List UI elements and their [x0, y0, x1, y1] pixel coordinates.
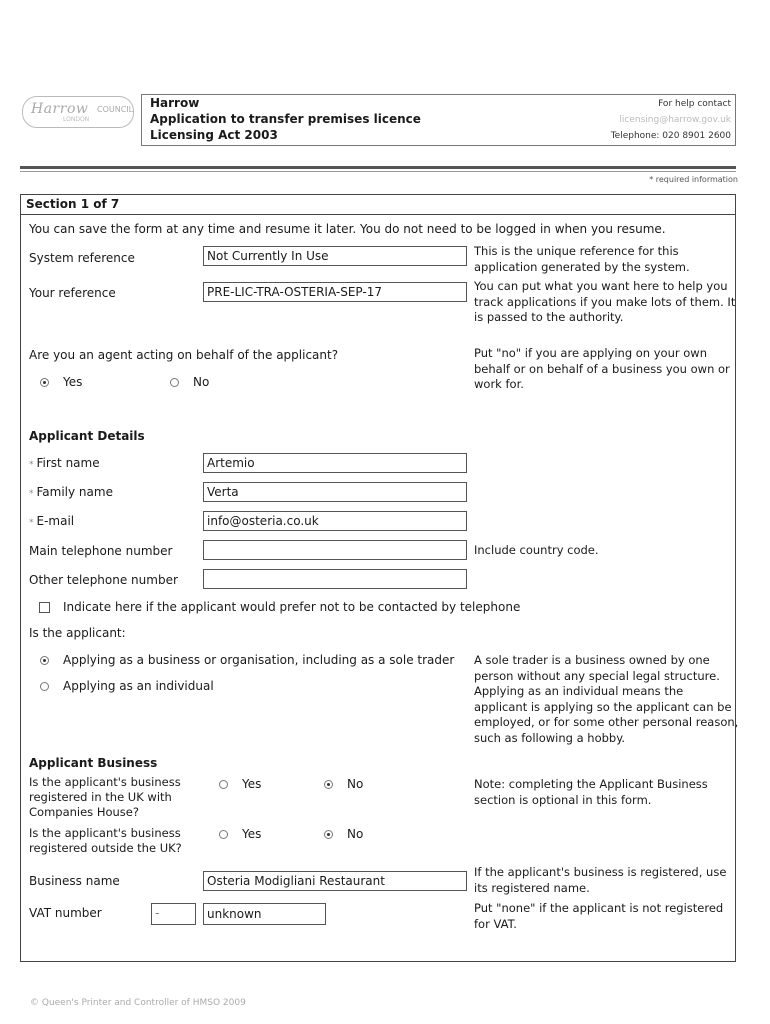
outside-registered-label: Is the applicant's business registered outside the UK?: [29, 826, 182, 855]
applicant-individual-label: Applying as an individual: [63, 679, 214, 693]
vat-help: Put "none" if the applicant is not registered for VAT.: [474, 901, 724, 931]
family-name-label: * Family name: [29, 485, 113, 499]
agent-question: Are you an agent acting on behalf of the applicant?: [29, 348, 339, 362]
logo-sub: LONDON: [63, 116, 90, 123]
main-phone-input[interactable]: [203, 540, 467, 560]
uk-registered-yes-label: Yes: [242, 777, 262, 791]
help-contact-label: For help contact: [658, 99, 731, 109]
outside-registered-yes-label: Yes: [242, 827, 262, 841]
form-act: Licensing Act 2003: [150, 128, 278, 142]
uk-registered-no-label: No: [347, 777, 364, 791]
no-phone-label: Indicate here if the applicant would prefer not to be contacted by telephone: [63, 600, 521, 614]
uk-registered-label: Is the applicant's business registered in the UK with Companies House?: [29, 775, 181, 819]
business-name-help: If the applicant's business is registered, use its registered name.: [474, 865, 727, 895]
your-reference-label: Your reference: [29, 286, 116, 300]
system-reference-label: System reference: [29, 251, 135, 265]
vat-prefix-input[interactable]: -: [151, 903, 196, 925]
vat-label: VAT number: [29, 906, 102, 920]
help-telephone: Telephone: 020 8901 2600: [610, 131, 731, 141]
authority-name: Harrow: [150, 96, 200, 110]
outside-registered-no-radio[interactable]: [324, 830, 333, 839]
agent-yes-radio[interactable]: [40, 378, 49, 387]
save-note: You can save the form at any time and resume it later. You do not need to be logged in when you resume.: [29, 222, 666, 236]
your-reference-input[interactable]: PRE-LIC-TRA-OSTERIA-SEP-17: [203, 282, 467, 302]
outside-registered-no-label: No: [347, 827, 364, 841]
main-phone-help: Include country code.: [474, 543, 599, 557]
form-header: [141, 94, 736, 146]
vat-number-input[interactable]: unknown: [203, 903, 326, 925]
your-reference-help: You can put what you want here to help you track applications if you make lots of them. It is passed to the authority.: [474, 279, 736, 324]
business-name-input[interactable]: Osteria Modigliani Restaurant: [203, 871, 467, 891]
logo-text: Harrow: [31, 101, 89, 117]
email-label: * E-mail: [29, 514, 75, 528]
family-name-input[interactable]: Verta: [203, 482, 467, 502]
applicant-business-radio[interactable]: [40, 656, 49, 665]
first-name-label: * First name: [29, 456, 100, 470]
header-rule: [20, 166, 736, 169]
applicant-details-heading: Applicant Details: [29, 429, 145, 443]
section-separator: [20, 214, 736, 215]
council-logo: [22, 96, 134, 128]
other-phone-label: Other telephone number: [29, 573, 178, 587]
applicant-business-heading: Applicant Business: [29, 756, 158, 770]
agent-no-label: No: [193, 375, 210, 389]
uk-registered-yes-radio[interactable]: [219, 780, 228, 789]
copyright-footer: © Queen's Printer and Controller of HMSO 2009: [30, 998, 246, 1008]
email-input[interactable]: info@osteria.co.uk: [203, 511, 467, 531]
system-reference-help: This is the unique reference for this application generated by the system.: [474, 244, 690, 274]
first-name-input[interactable]: Artemio: [203, 453, 467, 473]
help-email[interactable]: licensing@harrow.gov.uk: [619, 115, 731, 125]
is-applicant-label: Is the applicant:: [29, 626, 126, 640]
other-phone-input[interactable]: [203, 569, 467, 589]
main-phone-label: Main telephone number: [29, 544, 173, 558]
agent-no-radio[interactable]: [170, 378, 179, 387]
uk-registered-no-radio[interactable]: [324, 780, 333, 789]
outside-registered-yes-radio[interactable]: [219, 830, 228, 839]
applicant-type-help: A sole trader is a business owned by one person without any special legal structure. Applying as an individual means the applicant is applying so the applicant can be employed, or for some other personal reason, such as following a hobby.: [474, 653, 739, 745]
agent-yes-label: Yes: [63, 375, 83, 389]
applicant-individual-radio[interactable]: [40, 682, 49, 691]
form-title: Application to transfer premises licence: [150, 112, 421, 126]
no-phone-checkbox[interactable]: [39, 602, 50, 613]
logo-tail: COUNCIL: [97, 105, 134, 114]
agent-help: Put "no" if you are applying on your own behalf or on behalf of a business you own or work for.: [474, 346, 730, 391]
required-note: * required information: [649, 175, 738, 184]
section-title: Section 1 of 7: [26, 197, 120, 211]
business-name-label: Business name: [29, 874, 120, 888]
system-reference-field: Not Currently In Use: [203, 246, 467, 266]
header-rule-thin: [20, 171, 736, 172]
business-note: Note: completing the Applicant Business section is optional in this form.: [474, 777, 708, 807]
applicant-business-label: Applying as a business or organisation, including as a sole trader: [63, 653, 455, 667]
